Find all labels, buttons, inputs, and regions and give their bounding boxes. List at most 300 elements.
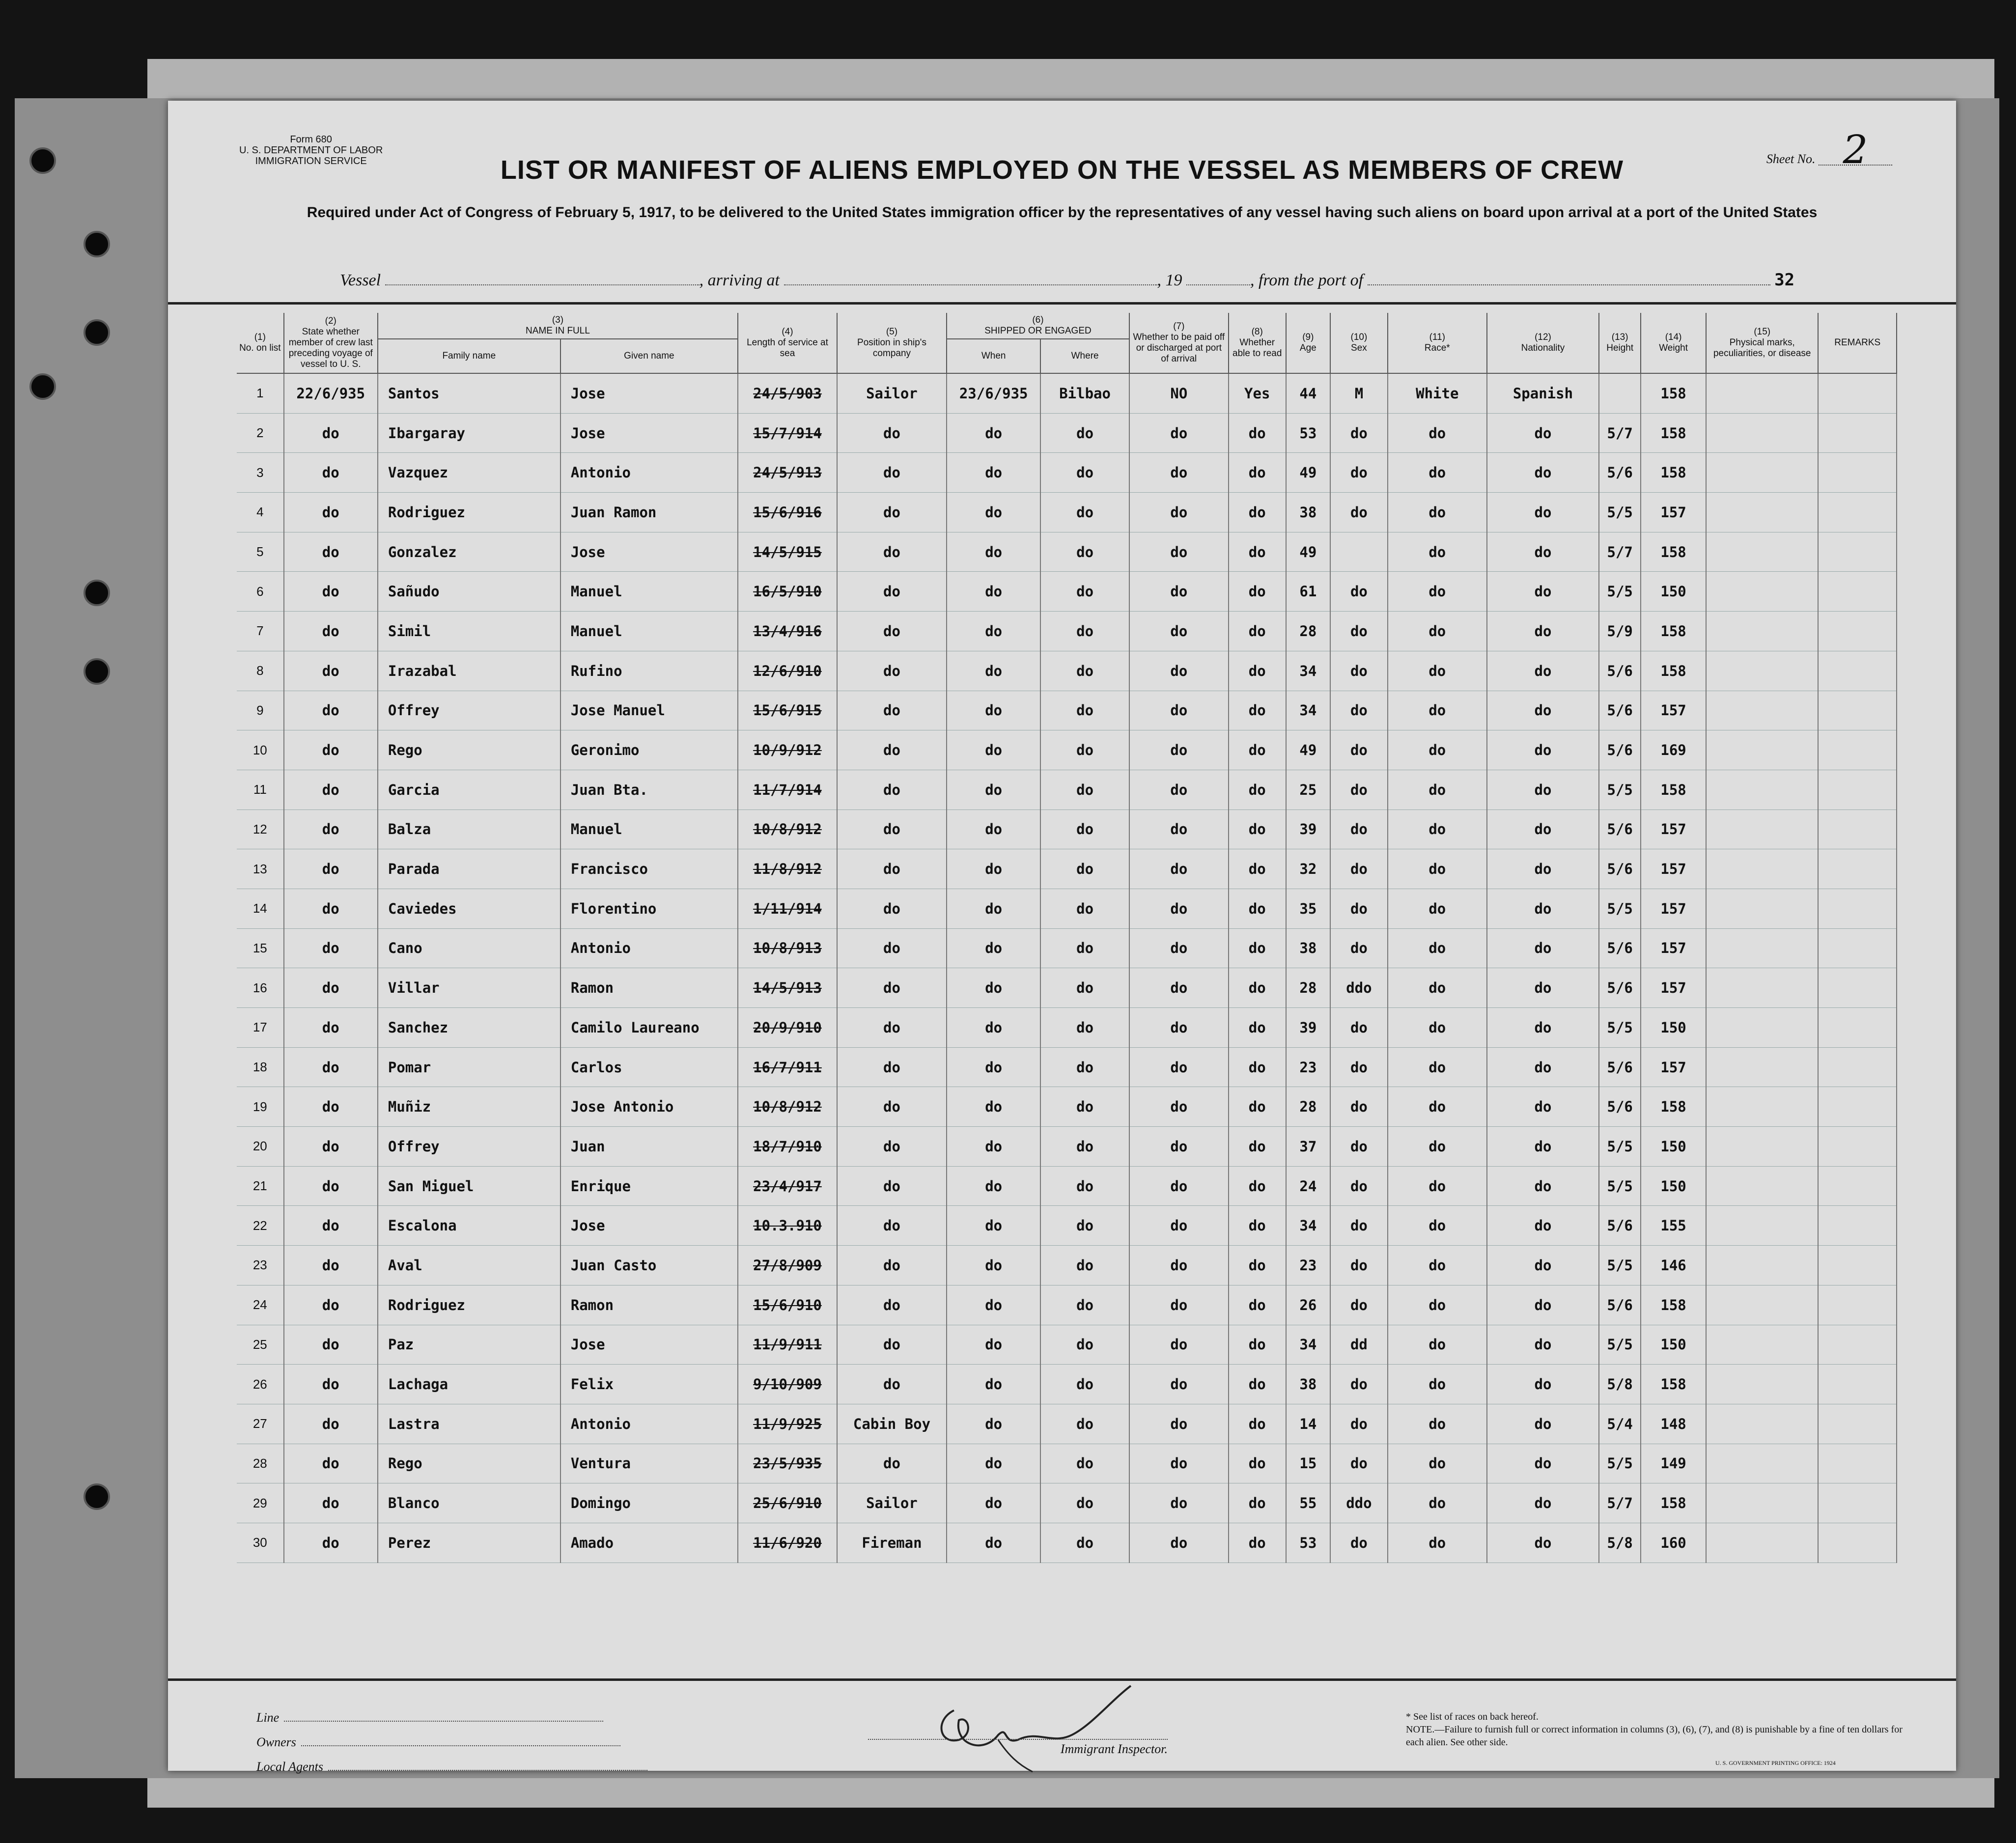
cell-given: Camilo Laureano bbox=[560, 1008, 738, 1048]
cell-when: do bbox=[947, 1444, 1040, 1483]
cell-given: Manuel bbox=[560, 572, 738, 612]
cell-sex: M bbox=[1330, 373, 1388, 413]
cell-family: Sañudo bbox=[378, 572, 560, 612]
cell-weight: 149 bbox=[1641, 1444, 1706, 1483]
cell-service: 15/6/916 bbox=[738, 493, 837, 532]
cell-service: 9/10/909 bbox=[738, 1365, 837, 1404]
cell-sex: do bbox=[1330, 1285, 1388, 1325]
cell-remarks bbox=[1818, 612, 1897, 651]
cell-nat: do bbox=[1487, 1087, 1599, 1127]
cell-age: 38 bbox=[1286, 493, 1330, 532]
cell-given: Jose bbox=[560, 1325, 738, 1365]
cell-paid: do bbox=[1129, 651, 1229, 691]
printer-imprint: U. S. GOVERNMENT PRINTING OFFICE: 1924 bbox=[1715, 1759, 1836, 1766]
cell-where: do bbox=[1040, 1444, 1129, 1483]
cell-where: do bbox=[1040, 1325, 1129, 1365]
cell-no: 2 bbox=[237, 413, 284, 453]
cell-race: do bbox=[1388, 889, 1487, 928]
cell-read: do bbox=[1229, 1483, 1286, 1523]
cell-read: do bbox=[1229, 730, 1286, 770]
cell-weight: 158 bbox=[1641, 1087, 1706, 1127]
cell-family: Rodriguez bbox=[378, 493, 560, 532]
cell-no: 10 bbox=[237, 730, 284, 770]
cell-sex: do bbox=[1330, 493, 1388, 532]
cell-no: 17 bbox=[237, 1008, 284, 1048]
cell-marks bbox=[1706, 1166, 1818, 1206]
cell-prev: do bbox=[284, 1047, 378, 1087]
cell-service: 10/9/912 bbox=[738, 730, 837, 770]
cell-paid: do bbox=[1129, 1365, 1229, 1404]
cell-remarks bbox=[1818, 810, 1897, 849]
cell-paid: do bbox=[1129, 889, 1229, 928]
cell-given: Amado bbox=[560, 1523, 738, 1563]
cell-remarks bbox=[1818, 968, 1897, 1008]
cell-nat: do bbox=[1487, 968, 1599, 1008]
cell-race: do bbox=[1388, 810, 1487, 849]
cell-given: Jose bbox=[560, 532, 738, 572]
cell-when: do bbox=[947, 572, 1040, 612]
cell-family: Rego bbox=[378, 1444, 560, 1483]
cell-service: 11/9/911 bbox=[738, 1325, 837, 1365]
cell-where: do bbox=[1040, 1404, 1129, 1444]
cell-marks bbox=[1706, 1523, 1818, 1563]
table-row bbox=[237, 493, 1897, 532]
cell-age: 53 bbox=[1286, 413, 1330, 453]
table-row bbox=[237, 1404, 1897, 1444]
cell-family: Simil bbox=[378, 612, 560, 651]
cell-nat: do bbox=[1487, 1404, 1599, 1444]
cell-when: do bbox=[947, 453, 1040, 493]
cell-height: 5/5 bbox=[1599, 889, 1641, 928]
cell-when: do bbox=[947, 1365, 1040, 1404]
cell-family: Caviedes bbox=[378, 889, 560, 928]
cell-height: 5/6 bbox=[1599, 1047, 1641, 1087]
cell-family: Blanco bbox=[378, 1483, 560, 1523]
cell-position: do bbox=[837, 1365, 947, 1404]
cell-paid: do bbox=[1129, 928, 1229, 968]
cell-prev: do bbox=[284, 1008, 378, 1048]
cell-weight: 158 bbox=[1641, 612, 1706, 651]
cell-position: do bbox=[837, 770, 947, 810]
table-row bbox=[237, 1047, 1897, 1087]
cell-given: Juan Bta. bbox=[560, 770, 738, 810]
cell-service: 23/5/935 bbox=[738, 1444, 837, 1483]
cell-remarks bbox=[1818, 1047, 1897, 1087]
cell-paid: do bbox=[1129, 1523, 1229, 1563]
cell-prev: do bbox=[284, 1285, 378, 1325]
cell-paid: do bbox=[1129, 810, 1229, 849]
cell-marks bbox=[1706, 651, 1818, 691]
cell-weight: 158 bbox=[1641, 770, 1706, 810]
cell-sex: ddo bbox=[1330, 1483, 1388, 1523]
cell-no: 26 bbox=[237, 1365, 284, 1404]
cell-height: 5/9 bbox=[1599, 612, 1641, 651]
cell-when: do bbox=[947, 1523, 1040, 1563]
cell-age: 28 bbox=[1286, 968, 1330, 1008]
cell-service: 13/4/916 bbox=[738, 612, 837, 651]
cell-nat: do bbox=[1487, 810, 1599, 849]
col-age-header: (9) Age bbox=[1286, 313, 1330, 373]
cell-no: 14 bbox=[237, 889, 284, 928]
cell-paid: do bbox=[1129, 1127, 1229, 1167]
cell-where: do bbox=[1040, 730, 1129, 770]
table-row bbox=[237, 453, 1897, 493]
cell-nat: do bbox=[1487, 1166, 1599, 1206]
cell-remarks bbox=[1818, 1523, 1897, 1563]
cell-marks bbox=[1706, 1483, 1818, 1523]
col-height-header: (13) Height bbox=[1599, 313, 1641, 373]
cell-given: Juan Ramon bbox=[560, 493, 738, 532]
cell-prev: do bbox=[284, 532, 378, 572]
cell-race: do bbox=[1388, 691, 1487, 730]
cell-prev: do bbox=[284, 928, 378, 968]
cell-given: Antonio bbox=[560, 928, 738, 968]
cell-marks bbox=[1706, 928, 1818, 968]
cell-weight: 158 bbox=[1641, 373, 1706, 413]
cell-given: Jose bbox=[560, 373, 738, 413]
cell-remarks bbox=[1818, 1285, 1897, 1325]
cell-age: 39 bbox=[1286, 1008, 1330, 1048]
cell-family: Ibargaray bbox=[378, 413, 560, 453]
cell-remarks bbox=[1818, 889, 1897, 928]
table-row bbox=[237, 1285, 1897, 1325]
crew-rows bbox=[237, 373, 1897, 1563]
cell-race: do bbox=[1388, 770, 1487, 810]
cell-paid: do bbox=[1129, 413, 1229, 453]
cell-where: do bbox=[1040, 651, 1129, 691]
cell-position: Fireman bbox=[837, 1523, 947, 1563]
header-rule bbox=[168, 302, 1956, 305]
cell-family: San Miguel bbox=[378, 1166, 560, 1206]
cell-no: 30 bbox=[237, 1523, 284, 1563]
cell-nat: do bbox=[1487, 572, 1599, 612]
cell-given: Juan Casto bbox=[560, 1246, 738, 1285]
cell-position: do bbox=[837, 532, 947, 572]
cell-height: 5/6 bbox=[1599, 1206, 1641, 1246]
cell-position: do bbox=[837, 1444, 947, 1483]
cell-remarks bbox=[1818, 1365, 1897, 1404]
cell-height: 5/6 bbox=[1599, 453, 1641, 493]
cell-nat: do bbox=[1487, 849, 1599, 889]
cell-remarks bbox=[1818, 1246, 1897, 1285]
cell-read: do bbox=[1229, 889, 1286, 928]
cell-where: do bbox=[1040, 810, 1129, 849]
cell-sex: ddo bbox=[1330, 968, 1388, 1008]
cell-read: do bbox=[1229, 532, 1286, 572]
cell-nat: do bbox=[1487, 612, 1599, 651]
cell-read: do bbox=[1229, 1047, 1286, 1087]
cell-position: do bbox=[837, 730, 947, 770]
cell-when: do bbox=[947, 413, 1040, 453]
cell-read: do bbox=[1229, 1008, 1286, 1048]
cell-family: Lastra bbox=[378, 1404, 560, 1444]
cell-family: Villar bbox=[378, 968, 560, 1008]
col-remarks-header: REMARKS bbox=[1818, 313, 1897, 373]
cell-remarks bbox=[1818, 532, 1897, 572]
cell-service: 24/5/913 bbox=[738, 453, 837, 493]
cell-prev: do bbox=[284, 889, 378, 928]
cell-when: do bbox=[947, 1008, 1040, 1048]
cell-no: 29 bbox=[237, 1483, 284, 1523]
cell-remarks bbox=[1818, 1325, 1897, 1365]
cell-given: Jose Manuel bbox=[560, 691, 738, 730]
table-row bbox=[237, 928, 1897, 968]
cell-nat: do bbox=[1487, 1246, 1599, 1285]
cell-no: 19 bbox=[237, 1087, 284, 1127]
cell-race: do bbox=[1388, 1127, 1487, 1167]
cell-marks bbox=[1706, 770, 1818, 810]
cell-age: 34 bbox=[1286, 651, 1330, 691]
cell-position: do bbox=[837, 1246, 947, 1285]
cell-family: Muñiz bbox=[378, 1087, 560, 1127]
cell-sex: do bbox=[1330, 1206, 1388, 1246]
cell-marks bbox=[1706, 849, 1818, 889]
cell-no: 6 bbox=[237, 572, 284, 612]
cell-marks bbox=[1706, 810, 1818, 849]
cell-remarks bbox=[1818, 651, 1897, 691]
cell-paid: do bbox=[1129, 1166, 1229, 1206]
cell-nat: do bbox=[1487, 928, 1599, 968]
cell-read: do bbox=[1229, 1127, 1286, 1167]
cell-where: do bbox=[1040, 1365, 1129, 1404]
cell-remarks bbox=[1818, 1404, 1897, 1444]
cell-prev: do bbox=[284, 1523, 378, 1563]
cell-height: 5/5 bbox=[1599, 493, 1641, 532]
cell-sex: do bbox=[1330, 810, 1388, 849]
cell-given: Ramon bbox=[560, 1285, 738, 1325]
cell-where: do bbox=[1040, 1206, 1129, 1246]
cell-sex bbox=[1330, 532, 1388, 572]
cell-given: Juan bbox=[560, 1127, 738, 1167]
cell-weight: 157 bbox=[1641, 849, 1706, 889]
cell-paid: NO bbox=[1129, 373, 1229, 413]
table-row bbox=[237, 1483, 1897, 1523]
cell-prev: do bbox=[284, 1444, 378, 1483]
cell-sex: do bbox=[1330, 572, 1388, 612]
cell-race: do bbox=[1388, 1365, 1487, 1404]
sheet-number-value: 2 bbox=[1819, 135, 1892, 166]
cell-position: do bbox=[837, 413, 947, 453]
table-row bbox=[237, 373, 1897, 413]
cell-when: do bbox=[947, 1166, 1040, 1206]
cell-weight: 169 bbox=[1641, 730, 1706, 770]
cell-read: do bbox=[1229, 770, 1286, 810]
cell-prev: do bbox=[284, 453, 378, 493]
cell-prev: do bbox=[284, 1127, 378, 1167]
cell-paid: do bbox=[1129, 1444, 1229, 1483]
col-family-name-header: Family name bbox=[378, 339, 560, 373]
cell-sex: do bbox=[1330, 1047, 1388, 1087]
table-row bbox=[237, 849, 1897, 889]
cell-when: do bbox=[947, 928, 1040, 968]
cell-weight: 157 bbox=[1641, 928, 1706, 968]
cell-remarks bbox=[1818, 493, 1897, 532]
cell-race: do bbox=[1388, 849, 1487, 889]
cell-marks bbox=[1706, 373, 1818, 413]
cell-nat: do bbox=[1487, 1285, 1599, 1325]
cell-age: 61 bbox=[1286, 572, 1330, 612]
cell-given: Jose Antonio bbox=[560, 1087, 738, 1127]
cell-marks bbox=[1706, 1127, 1818, 1167]
vessel-line: Vessel , arriving at , 19 , from the port of 32 bbox=[340, 270, 1795, 290]
cell-prev: do bbox=[284, 810, 378, 849]
cell-position: Sailor bbox=[837, 1483, 947, 1523]
cell-given: Ramon bbox=[560, 968, 738, 1008]
cell-read: do bbox=[1229, 849, 1286, 889]
cell-sex: do bbox=[1330, 1404, 1388, 1444]
col-service-header: (4) Length of service at sea bbox=[738, 313, 837, 373]
cell-when: do bbox=[947, 1483, 1040, 1523]
cell-position: do bbox=[837, 612, 947, 651]
cell-read: do bbox=[1229, 612, 1286, 651]
cell-sex: do bbox=[1330, 928, 1388, 968]
cell-age: 34 bbox=[1286, 1206, 1330, 1246]
cell-weight: 158 bbox=[1641, 1483, 1706, 1523]
cell-when: do bbox=[947, 532, 1040, 572]
cell-sex: do bbox=[1330, 889, 1388, 928]
form-number: Form 680 U. S. DEPARTMENT OF LABOR IMMIGRATION SERVICE bbox=[239, 134, 383, 167]
cell-family: Aval bbox=[378, 1246, 560, 1285]
cell-where: do bbox=[1040, 1127, 1129, 1167]
cell-read: do bbox=[1229, 1246, 1286, 1285]
cell-race: do bbox=[1388, 1523, 1487, 1563]
cell-sex: dd bbox=[1330, 1325, 1388, 1365]
cell-position: do bbox=[837, 1127, 947, 1167]
cell-given: Francisco bbox=[560, 849, 738, 889]
cell-paid: do bbox=[1129, 770, 1229, 810]
cell-height: 5/5 bbox=[1599, 1325, 1641, 1365]
cell-marks bbox=[1706, 1444, 1818, 1483]
cell-prev: do bbox=[284, 1087, 378, 1127]
cell-marks bbox=[1706, 889, 1818, 928]
cell-prev: do bbox=[284, 493, 378, 532]
cell-prev: 22/6/935 bbox=[284, 373, 378, 413]
cell-marks bbox=[1706, 1047, 1818, 1087]
col-when-header: When bbox=[947, 339, 1040, 373]
cell-given: Ventura bbox=[560, 1444, 738, 1483]
cell-when: do bbox=[947, 1246, 1040, 1285]
cell-age: 26 bbox=[1286, 1285, 1330, 1325]
cell-nat: do bbox=[1487, 889, 1599, 928]
cell-no: 11 bbox=[237, 770, 284, 810]
cell-height: 5/6 bbox=[1599, 1087, 1641, 1127]
cell-no: 5 bbox=[237, 532, 284, 572]
cell-marks bbox=[1706, 532, 1818, 572]
cell-race: do bbox=[1388, 651, 1487, 691]
cell-position: do bbox=[837, 1047, 947, 1087]
cell-marks bbox=[1706, 493, 1818, 532]
cell-nat: do bbox=[1487, 493, 1599, 532]
cell-when: do bbox=[947, 1404, 1040, 1444]
cell-position: do bbox=[837, 1285, 947, 1325]
cell-family: Perez bbox=[378, 1523, 560, 1563]
cell-race: do bbox=[1388, 928, 1487, 968]
cell-weight: 160 bbox=[1641, 1523, 1706, 1563]
cell-read: do bbox=[1229, 928, 1286, 968]
cell-service: 10/8/912 bbox=[738, 1087, 837, 1127]
cell-age: 49 bbox=[1286, 453, 1330, 493]
manifest-sheet bbox=[168, 101, 1956, 1774]
cell-age: 15 bbox=[1286, 1444, 1330, 1483]
cell-no: 18 bbox=[237, 1047, 284, 1087]
cell-remarks bbox=[1818, 770, 1897, 810]
cell-nat: do bbox=[1487, 1127, 1599, 1167]
cell-position: do bbox=[837, 810, 947, 849]
cell-paid: do bbox=[1129, 493, 1229, 532]
cell-when: do bbox=[947, 1206, 1040, 1246]
table-row bbox=[237, 1008, 1897, 1048]
cell-family: Vazquez bbox=[378, 453, 560, 493]
cell-given: Antonio bbox=[560, 453, 738, 493]
cell-prev: do bbox=[284, 413, 378, 453]
cell-where: do bbox=[1040, 572, 1129, 612]
cell-marks bbox=[1706, 1246, 1818, 1285]
cell-remarks bbox=[1818, 1166, 1897, 1206]
cell-race: do bbox=[1388, 1483, 1487, 1523]
cell-weight: 158 bbox=[1641, 1365, 1706, 1404]
cell-remarks bbox=[1818, 413, 1897, 453]
cell-read: do bbox=[1229, 493, 1286, 532]
col-prev-voyage-header: (2) State whether member of crew last preceding voyage of vessel to U. S. bbox=[284, 313, 378, 373]
cell-sex: do bbox=[1330, 1523, 1388, 1563]
cell-height: 5/6 bbox=[1599, 730, 1641, 770]
cell-when: do bbox=[947, 1325, 1040, 1365]
cell-race: do bbox=[1388, 1325, 1487, 1365]
sheet-number: Sheet No. 2 bbox=[1766, 135, 1892, 167]
cell-height: 5/7 bbox=[1599, 532, 1641, 572]
cell-prev: do bbox=[284, 1166, 378, 1206]
table-row bbox=[237, 413, 1897, 453]
cell-where: do bbox=[1040, 1166, 1129, 1206]
cell-where: do bbox=[1040, 532, 1129, 572]
cell-remarks bbox=[1818, 453, 1897, 493]
cell-nat: do bbox=[1487, 1008, 1599, 1048]
cell-height: 5/6 bbox=[1599, 651, 1641, 691]
table-row bbox=[237, 1246, 1897, 1285]
cell-paid: do bbox=[1129, 1008, 1229, 1048]
cell-age: 34 bbox=[1286, 691, 1330, 730]
cell-given: Jose bbox=[560, 413, 738, 453]
cell-family: Rego bbox=[378, 730, 560, 770]
cell-race: do bbox=[1388, 1444, 1487, 1483]
table-row bbox=[237, 651, 1897, 691]
cell-marks bbox=[1706, 691, 1818, 730]
cell-weight: 150 bbox=[1641, 1166, 1706, 1206]
cell-remarks bbox=[1818, 1206, 1897, 1246]
cell-race: do bbox=[1388, 612, 1487, 651]
page-title: LIST OR MANIFEST OF ALIENS EMPLOYED ON THE VESSEL AS MEMBERS OF CREW bbox=[500, 155, 1624, 185]
cell-no: 12 bbox=[237, 810, 284, 849]
cell-sex: do bbox=[1330, 1087, 1388, 1127]
col-position-header: (5) Position in ship's company bbox=[837, 313, 947, 373]
cell-age: 28 bbox=[1286, 612, 1330, 651]
cell-family: Offrey bbox=[378, 691, 560, 730]
cell-read: Yes bbox=[1229, 373, 1286, 413]
cell-weight: 150 bbox=[1641, 1127, 1706, 1167]
cell-service: 18/7/910 bbox=[738, 1127, 837, 1167]
cell-height: 5/5 bbox=[1599, 572, 1641, 612]
cell-no: 20 bbox=[237, 1127, 284, 1167]
cell-service: 27/8/909 bbox=[738, 1246, 837, 1285]
cell-position: do bbox=[837, 889, 947, 928]
cell-when: do bbox=[947, 810, 1040, 849]
cell-paid: do bbox=[1129, 1047, 1229, 1087]
cell-remarks bbox=[1818, 1087, 1897, 1127]
table-row bbox=[237, 1325, 1897, 1365]
agents-field: Local Agents bbox=[256, 1759, 647, 1774]
line-field: Line bbox=[256, 1710, 603, 1725]
table-row bbox=[237, 889, 1897, 928]
